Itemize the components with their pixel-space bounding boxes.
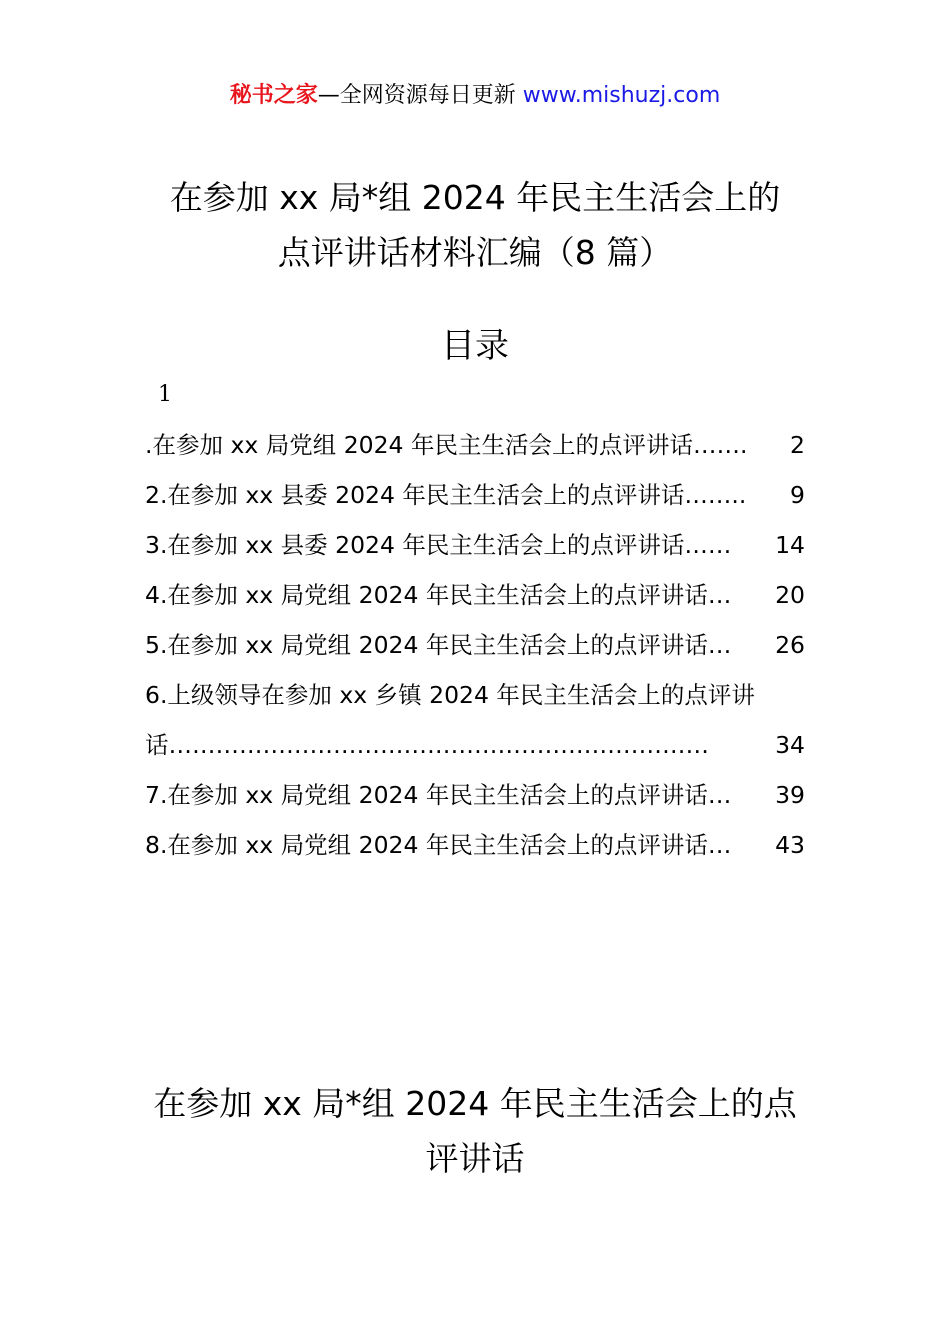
section-title (100, 1076, 850, 1186)
toc-page-number: 9 (790, 481, 805, 509)
toc-dot-leader: … (707, 831, 732, 859)
toc-entry-text: 5.在参加 xx 局党组 2024 年民主生活会上的点评讲话 (145, 631, 708, 659)
header-slogan: —全网资源每日更新 (317, 83, 516, 108)
document-title-line-2: 点评讲话材料汇编（8 篇） (277, 233, 673, 272)
toc-entry-text: 7.在参加 xx 局党组 2024 年民主生活会上的点评讲话 (145, 781, 708, 809)
stray-list-number: 1 (158, 382, 172, 407)
toc-entry-6[interactable] (145, 670, 805, 770)
toc-entry-text: .在参加 xx 局党组 2024 年民主生活会上的点评讲话 (145, 431, 693, 459)
toc-entry-4[interactable] (145, 570, 805, 620)
toc-dot-leader: …………………………………………………………… (168, 731, 709, 759)
toc-dot-leader: … (707, 631, 732, 659)
site-url-link[interactable]: www.mishuzj.com (522, 83, 721, 108)
toc-entry-text-line-2: 话 (145, 731, 169, 759)
toc-entry-text: 3.在参加 xx 县委 2024 年民主生活会上的点评讲话 (145, 531, 685, 559)
toc-entry-text: 8.在参加 xx 局党组 2024 年民主生活会上的点评讲话 (145, 831, 708, 859)
toc-entry-text-line-1: 6.上级领导在参加 xx 乡镇 2024 年民主生活会上的点评讲 (145, 681, 755, 709)
toc-page-number: 20 (775, 581, 805, 609)
toc-page-number: 26 (775, 631, 805, 659)
toc-page-number: 43 (775, 831, 805, 859)
section-title-line-2: 评讲话 (425, 1139, 525, 1178)
site-header (0, 80, 950, 112)
toc-dot-leader: ……. (692, 431, 748, 459)
document-title (100, 170, 850, 280)
toc-page-number: 2 (790, 431, 805, 459)
table-of-contents (145, 420, 805, 870)
toc-entry-7[interactable] (145, 770, 805, 820)
toc-page-number: 34 (775, 731, 805, 759)
toc-entry-1[interactable] (145, 420, 805, 470)
brand-name: 秘书之家 (229, 83, 318, 108)
toc-entry-2[interactable] (145, 470, 805, 520)
toc-entry-5[interactable] (145, 620, 805, 670)
section-title-line-1: 在参加 xx 局*组 2024 年民主生活会上的点 (153, 1084, 797, 1123)
toc-dot-leader: … (707, 781, 732, 809)
document-title-line-1: 在参加 xx 局*组 2024 年民主生活会上的 (169, 178, 781, 217)
toc-entry-3[interactable] (145, 520, 805, 570)
toc-dot-leader: … (707, 581, 732, 609)
toc-entry-8[interactable] (145, 820, 805, 870)
toc-entry-text: 2.在参加 xx 县委 2024 年民主生活会上的点评讲话 (145, 481, 685, 509)
toc-dot-leader: …… (684, 531, 732, 559)
toc-dot-leader: …….. (684, 481, 747, 509)
toc-page-number: 39 (775, 781, 805, 809)
toc-entry-text: 4.在参加 xx 局党组 2024 年民主生活会上的点评讲话 (145, 581, 708, 609)
toc-heading: 目录 (441, 326, 509, 366)
toc-page-number: 14 (775, 531, 805, 559)
